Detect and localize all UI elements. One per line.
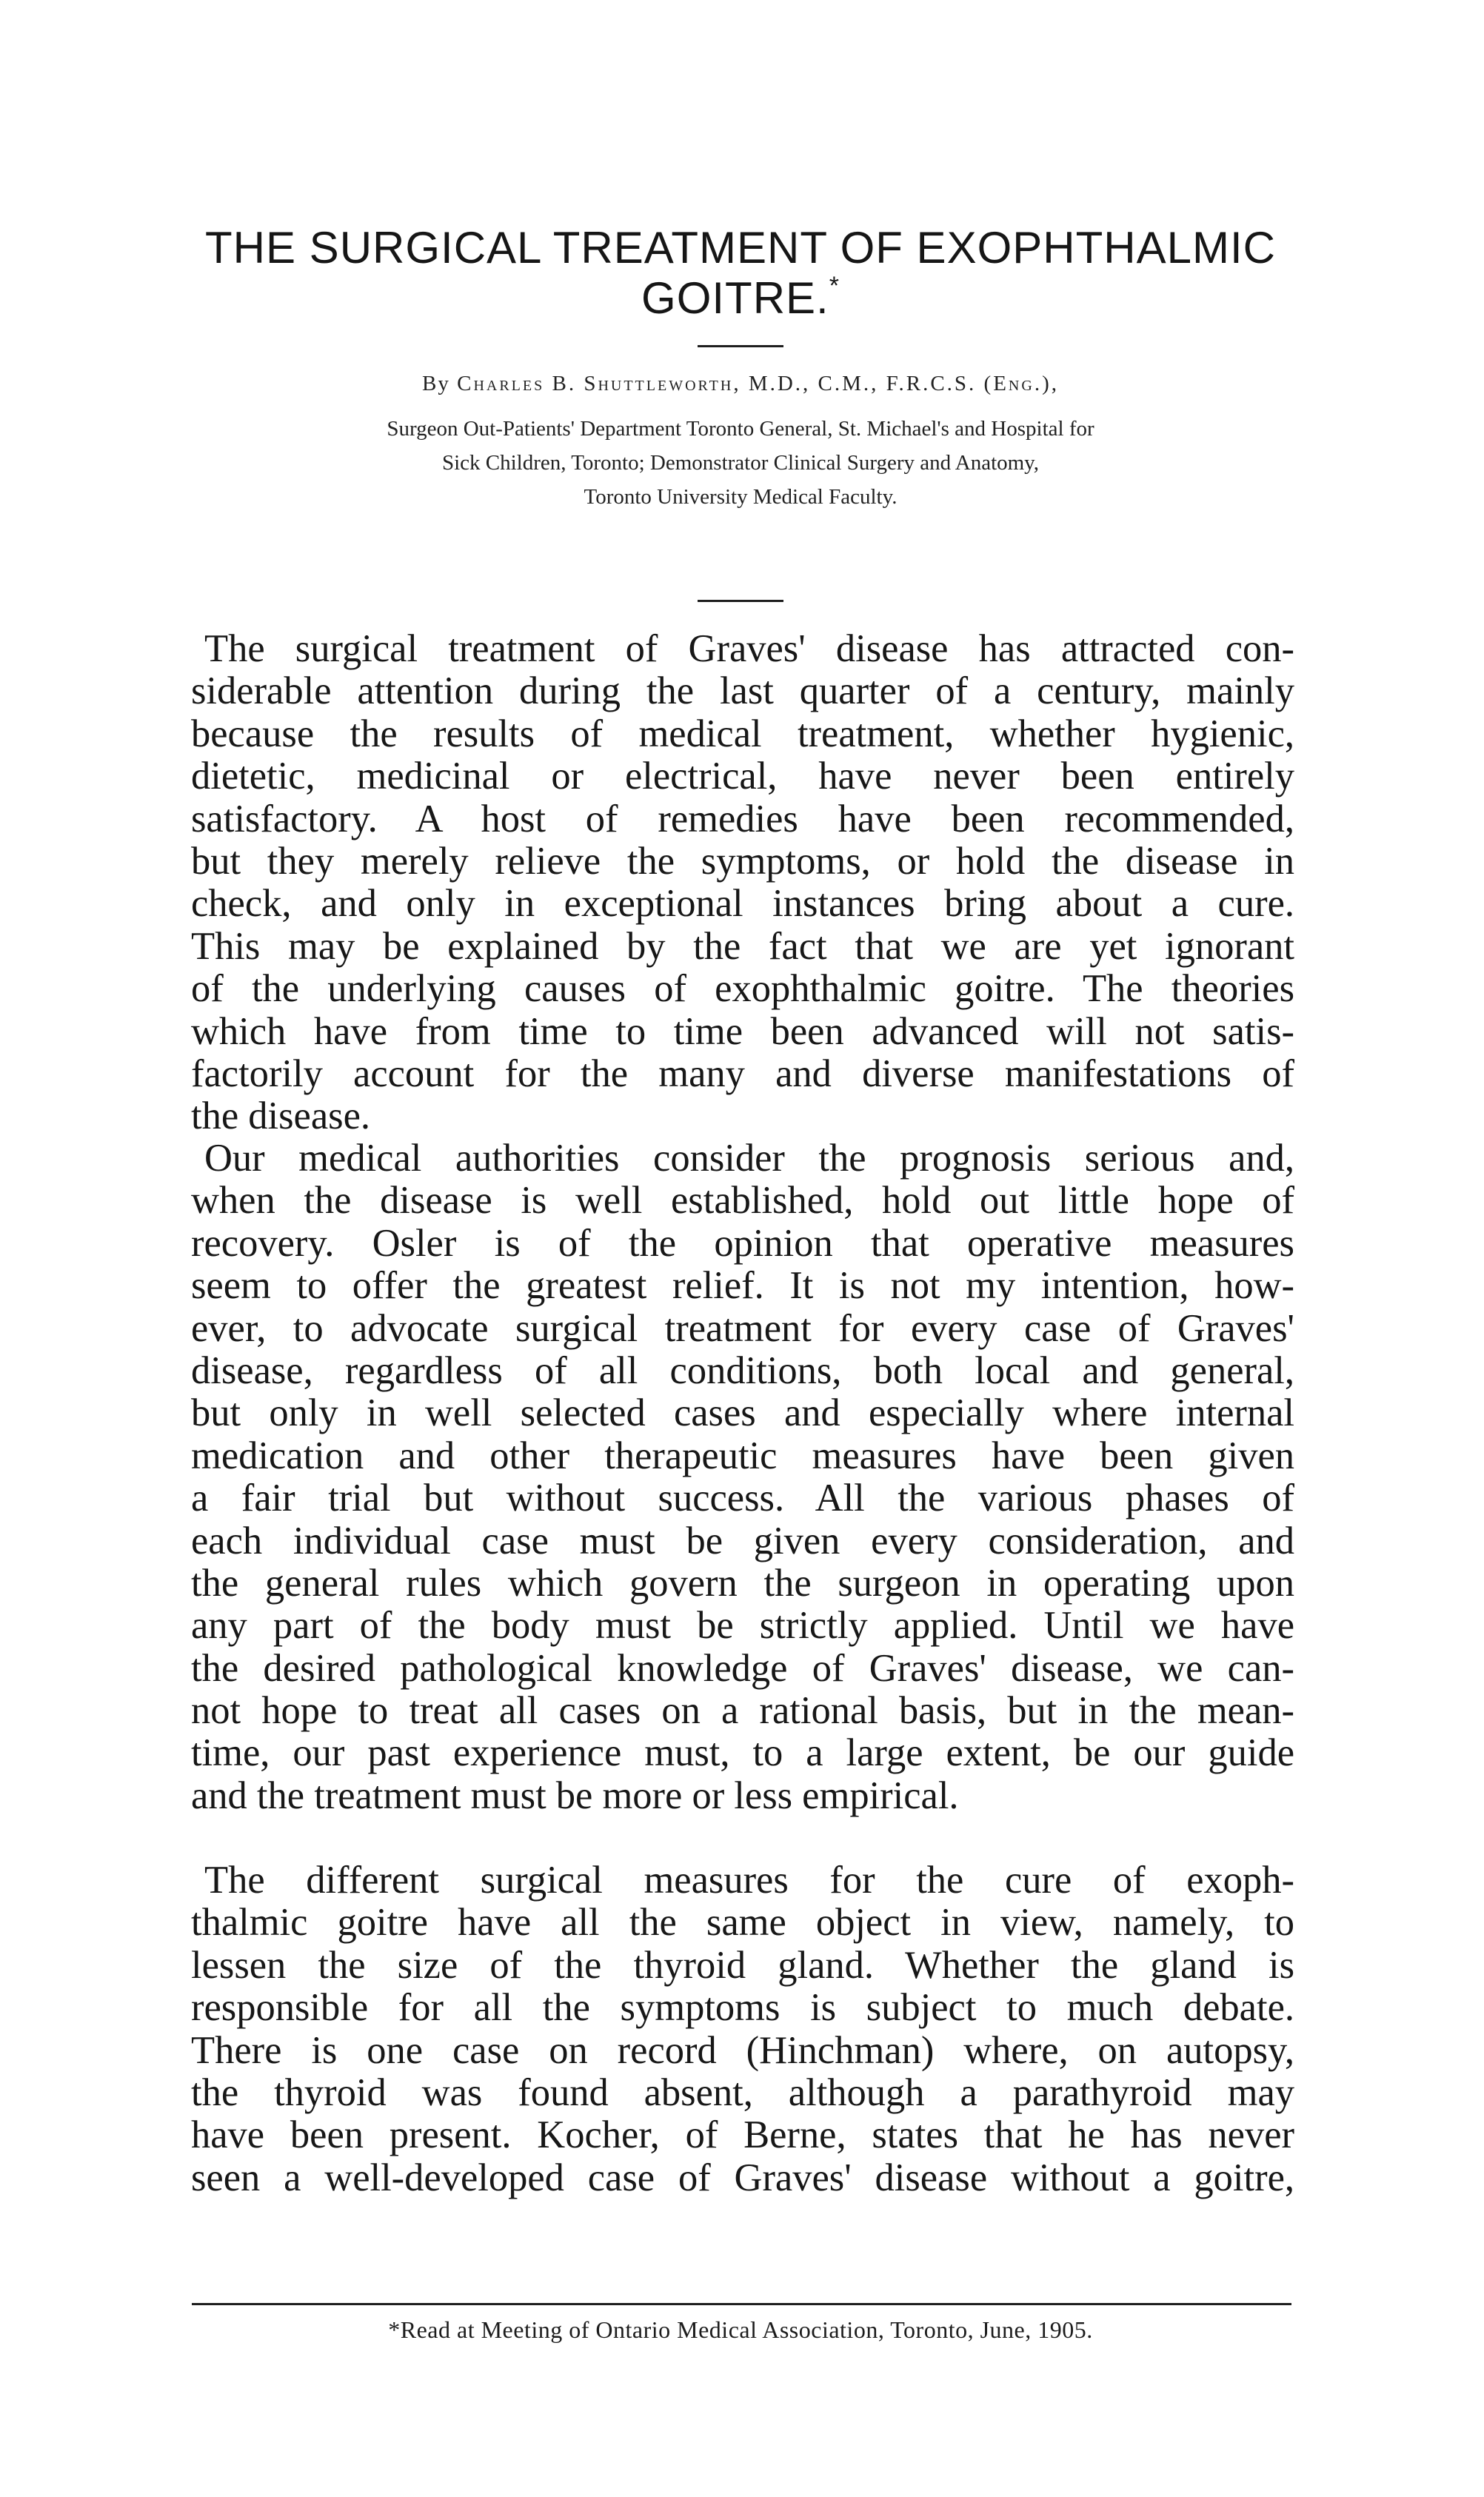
text-line: siderable attention during the last quarter of a century, mainly bbox=[191, 669, 1294, 713]
text-line: because the results of medical treatment, whether hygienic, bbox=[191, 712, 1294, 755]
text-line: thalmic goitre have all the same object in view, namely, to bbox=[191, 1901, 1294, 1945]
text-line: lessen the size of the thyroid gland. Whether the gland is bbox=[191, 1943, 1294, 1987]
text-line: have been present. Kocher, of Berne, states that he has never bbox=[191, 2113, 1294, 2157]
affiliation-line: Sick Children, Toronto; Demonstrator Clinical Surgery and Anatomy, bbox=[441, 451, 1040, 475]
article-title-line-1: THE SURGICAL TREATMENT OF EXOPHTHALMIC bbox=[205, 223, 1276, 273]
author-affiliation bbox=[185, 412, 1296, 514]
text-line: disease, regardless of all conditions, both local and general, bbox=[191, 1348, 1294, 1392]
text-line: The different surgical measures for the cure of exoph- bbox=[204, 1859, 1294, 1902]
text-line: dietetic, medicinal or electrical, have never been entirely bbox=[191, 755, 1294, 798]
byline bbox=[156, 367, 1326, 400]
footnote-mark: * bbox=[388, 2316, 401, 2343]
text-line: of the underlying causes of exophthalmic goitre. The theories bbox=[191, 967, 1294, 1011]
title-divider bbox=[698, 345, 783, 347]
footnote-divider bbox=[192, 2303, 1291, 2305]
paragraph-1 bbox=[191, 628, 1294, 1138]
text-line: when the disease is well established, hold out little hope of bbox=[191, 1179, 1294, 1223]
affiliation-line: Surgeon Out-Patients' Department Toronto General, St. Michael's and Hospital for bbox=[387, 417, 1094, 441]
text-line: the thyroid was found absent, although a parathyroid may bbox=[191, 2070, 1294, 2114]
text-line: the disease. bbox=[191, 1094, 370, 1138]
footnote-text: Read at Meeting of Ontario Medical Association, Toronto, June, 1905. bbox=[400, 2316, 1093, 2343]
text-line: This may be explained by the fact that we are yet ignorant bbox=[191, 924, 1294, 968]
affiliation-line: Toronto University Medical Faculty. bbox=[584, 485, 898, 509]
title-footnote-mark: * bbox=[829, 272, 840, 300]
text-line: not hope to treat all cases on a rational basis, but in the mean- bbox=[191, 1689, 1294, 1733]
text-line: the general rules which govern the surgeon in operating upon bbox=[191, 1561, 1294, 1605]
paragraph-2 bbox=[191, 1137, 1294, 1817]
text-line: recovery. Osler is of the opinion that operative measures bbox=[191, 1221, 1294, 1265]
text-line: which have from time to time been advanced will not satis- bbox=[191, 1009, 1294, 1053]
text-line: any part of the body must be strictly applied. Until we have bbox=[191, 1604, 1294, 1648]
text-line: and the treatment must be more or less empirical. bbox=[191, 1774, 959, 1817]
byline-prefix: By bbox=[422, 372, 458, 395]
paragraph-3 bbox=[191, 1859, 1294, 2199]
text-line: but only in well selected cases and especially where internal bbox=[191, 1391, 1294, 1435]
text-line: check, and only in exceptional instances bring about a cure. bbox=[191, 882, 1294, 926]
article-title-word: GOITRE. bbox=[641, 273, 829, 323]
text-line: responsible for all the symptoms is subject to much debate. bbox=[191, 1986, 1294, 2030]
text-line: seem to offer the greatest relief. It is not my intention, how- bbox=[191, 1264, 1294, 1308]
text-line: seen a well-developed case of Graves' disease without a goitre, bbox=[191, 2156, 1294, 2199]
text-line: the desired pathological knowledge of Graves' disease, we can- bbox=[191, 1646, 1294, 1690]
text-line: but they merely relieve the symptoms, or hold the disease in bbox=[191, 839, 1294, 883]
article-title-line-2 bbox=[148, 273, 1333, 324]
affiliation-divider bbox=[698, 600, 783, 602]
text-line: factorily account for the many and diverse manifestations of bbox=[191, 1052, 1294, 1095]
text-line: The surgical treatment of Graves' disease has attracted con- bbox=[204, 627, 1294, 670]
text-line: satisfactory. A host of remedies have been recommended, bbox=[191, 797, 1294, 840]
text-line: time, our past experience must, to a large extent, be our guide bbox=[191, 1731, 1294, 1775]
text-line: Our medical authorities consider the prognosis serious and, bbox=[204, 1137, 1294, 1180]
text-line: each individual case must be given every consideration, and bbox=[191, 1519, 1294, 1562]
footnote bbox=[185, 2313, 1296, 2346]
author-name: Charles B. Shuttleworth, M.D., C.M., F.R.C.S. (Eng.), bbox=[457, 372, 1059, 395]
text-line: medication and other therapeutic measures have been given bbox=[191, 1434, 1294, 1477]
text-line: ever, to advocate surgical treatment for every case of Graves' bbox=[191, 1306, 1294, 1350]
text-line: a fair trial but without success. All the various phases of bbox=[191, 1477, 1294, 1520]
text-line: There is one case on record (Hinchman) where, on autopsy, bbox=[191, 2028, 1294, 2072]
